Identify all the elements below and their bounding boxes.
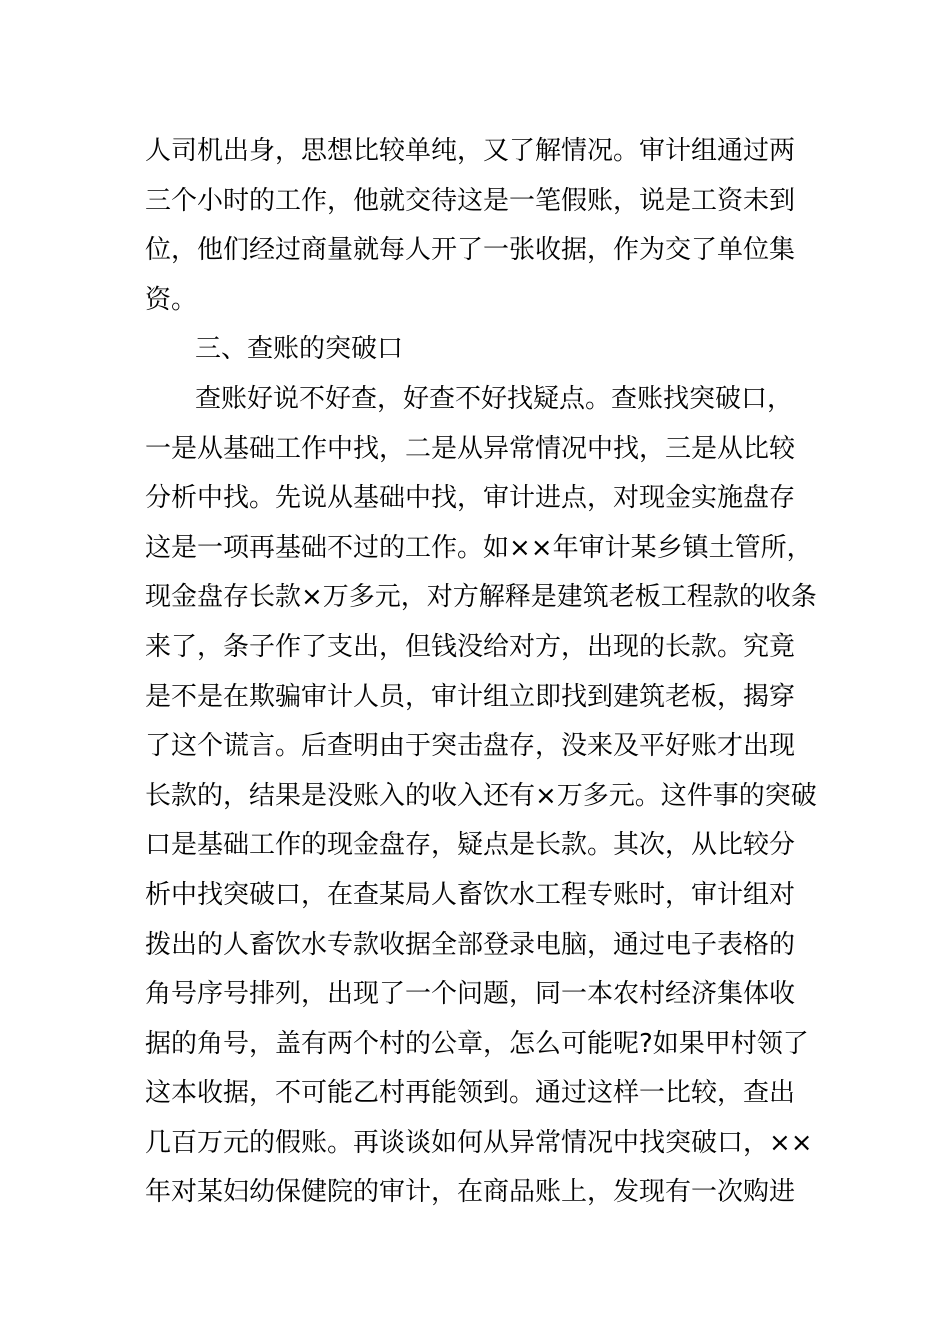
text-line: 是不是在欺骗审计人员，审计组立即找到建筑老板，揭穿 (145, 681, 796, 712)
text-line: 分析中找。先说从基础中找，审计进点，对现金实施盘存 (145, 483, 796, 514)
text-line: 据的角号，盖有两个村的公章，怎么可能呢?如果甲村领了 (145, 1028, 809, 1059)
text-line: 年对某妇幼保健院的审计，在商品账上，发现有一次购进 (145, 1177, 796, 1208)
text-line: 析中找突破口，在查某局人畜饮水工程专账时，审计组对 (145, 879, 796, 910)
section-heading: 三、查账的突破口 (195, 334, 404, 365)
text-line: 拨出的人畜饮水专款收据全部登录电脑，通过电子表格的 (145, 929, 796, 960)
text-line: 位，他们经过商量就每人开了一张收据，作为交了单位集 (145, 235, 796, 266)
text-line: 资。 (145, 284, 198, 315)
text-line: 口是基础工作的现金盘存，疑点是长款。其次，从比较分 (145, 830, 796, 861)
text-line: 一是从基础工作中找，二是从异常情况中找，三是从比较 (145, 433, 796, 464)
text-line: 人司机出身，思想比较单纯，又了解情况。审计组通过两 (145, 136, 796, 166)
text-line: 来了，条子作了支出，但钱没给对方，出现的长款。究竟 (145, 631, 796, 662)
text-line: 现金盘存长款×万多元，对方解释是建筑老板工程款的收条 (145, 582, 817, 613)
text-line: 角号序号排列，出现了一个问题，同一本农村经济集体收 (145, 979, 796, 1010)
paragraph-first-line: 查账好说不好查，好查不好找疑点。查账找突破口， (195, 383, 794, 414)
text-line: 三个小时的工作，他就交待这是一笔假账，说是工资未到 (145, 185, 796, 216)
text-line: 长款的，结果是没账入的收入还有×万多元。这件事的突破 (145, 780, 817, 811)
text-line: 这本收据，不可能乙村再能领到。通过这样一比较，查出 (145, 1078, 796, 1109)
text-line: 这是一项再基础不过的工作。如××年审计某乡镇土管所， (145, 532, 813, 563)
document-body (145, 127, 817, 1218)
text-line: 了这个谎言。后查明由于突击盘存，没来及平好账才出现 (145, 731, 796, 762)
text-line: 几百万元的假账。再谈谈如何从异常情况中找突破口，×× (145, 1127, 813, 1158)
